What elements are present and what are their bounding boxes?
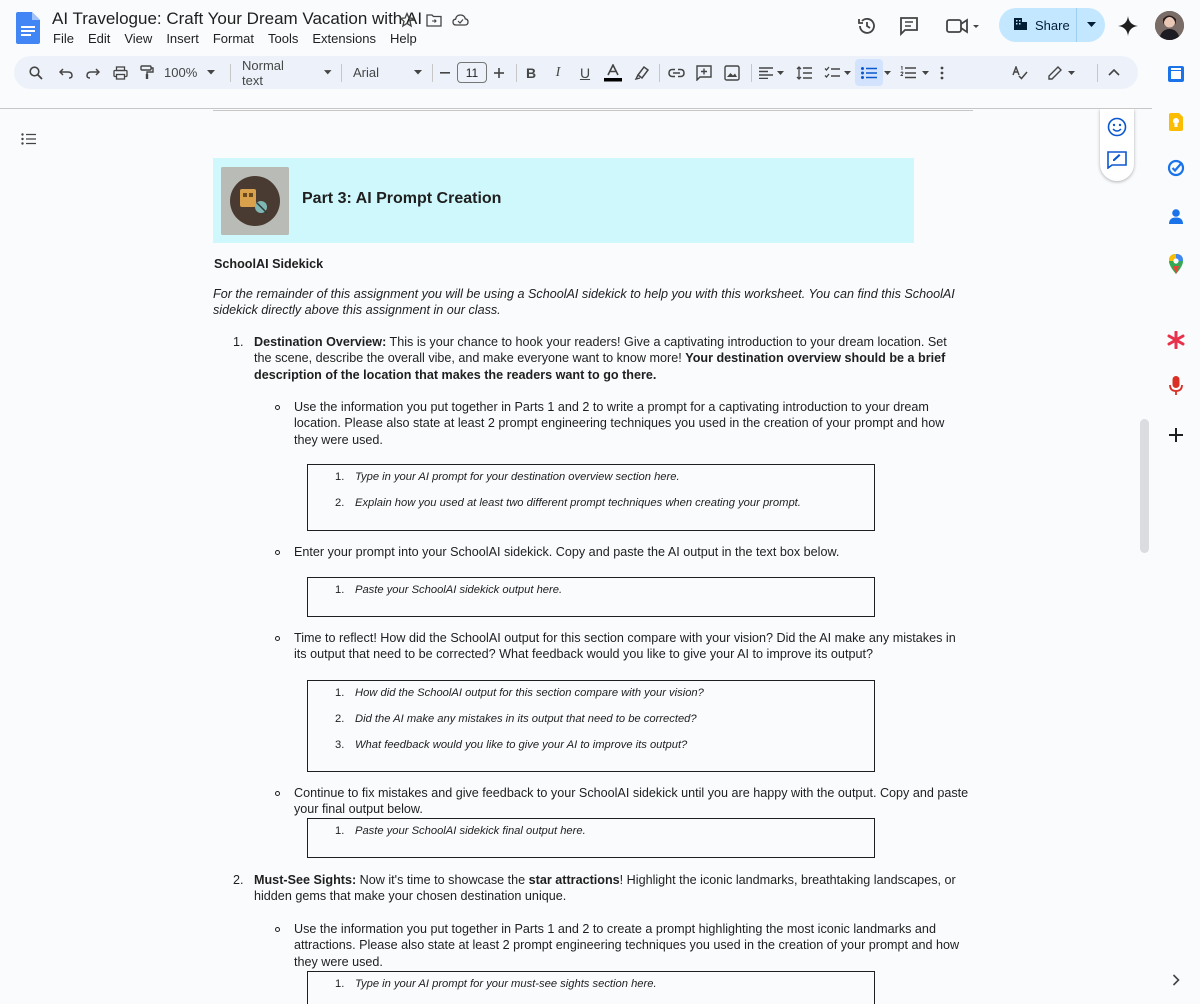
overview-instruction-1: Use the information you put together in Parts 1 and 2 to write a prompt for a captivating introduction to your dream location. Please also state at least 2 prompt engineering techniques you used in the creation of your prompt and how they were used. xyxy=(294,400,945,447)
get-addons-icon[interactable] xyxy=(1166,425,1186,445)
bulleted-list-icon[interactable] xyxy=(855,59,883,86)
redo-icon[interactable] xyxy=(81,56,105,89)
sheets-calendar-icon[interactable] xyxy=(1166,64,1186,84)
box-item: Explain how you used at least two different prompt techniques when creating your prompt. xyxy=(355,497,801,509)
right-indent-marker-icon[interactable] xyxy=(962,108,974,110)
meet-icon[interactable] xyxy=(945,14,981,38)
increase-font-size-icon[interactable] xyxy=(491,56,507,89)
document-outline-icon[interactable] xyxy=(21,132,39,148)
overview-instruction-2: Enter your prompt into your SchoolAI sidekick. Copy and paste the AI output in the text box below. xyxy=(294,545,840,559)
document-page[interactable] xyxy=(0,109,1152,1004)
decrease-font-size-icon[interactable] xyxy=(437,56,453,89)
must-see-sights-paragraph xyxy=(254,872,966,905)
side-panel xyxy=(1152,52,1200,1004)
box-item: What feedback would you like to give your AI to improve its output? xyxy=(355,739,688,751)
menu-edit[interactable]: Edit xyxy=(87,31,111,46)
spelling-check-icon[interactable] xyxy=(1008,56,1032,89)
ruler-edge xyxy=(213,108,973,111)
text-box-overview-reflection[interactable]: 1. How did the SchoolAI output for this section compare with your vision? 2. Did the AI make any mistakes in its output that need to be corrected? 3. What feedback would you like to give your AI to improve its output? xyxy=(307,680,875,772)
font-size-input[interactable]: 11 xyxy=(457,62,487,83)
star-icon[interactable] xyxy=(397,10,416,29)
font-value: Arial xyxy=(353,65,380,80)
overview-instruction-4: Continue to fix mistakes and give feedback to your SchoolAI sidekick until you are happy with the output. Copy and paste your final output below. xyxy=(294,786,969,817)
share-dropdown-icon[interactable] xyxy=(1077,8,1105,42)
menu-view[interactable]: View xyxy=(124,31,153,46)
paragraph-style-select[interactable] xyxy=(242,56,332,89)
must-see-sights-label: Must-See Sights: xyxy=(254,873,357,887)
destination-overview-label: Destination Overview: xyxy=(254,335,387,349)
must-see-text-b: ! Highlight the iconic landmarks, breathtaking landscapes, or hidden gems that make your chosen destination unique. xyxy=(254,873,956,904)
add-emoji-reaction-icon[interactable] xyxy=(1107,117,1127,142)
menu-bar xyxy=(46,30,424,47)
box-item: How did the SchoolAI output for this section compare with your vision? xyxy=(355,687,704,699)
share-building-icon xyxy=(1013,17,1028,34)
document-title[interactable]: AI Travelogue: Craft Your Dream Vacation with AI xyxy=(52,9,423,28)
sub-bullet xyxy=(275,405,280,410)
box-item: Type in your AI prompt for your must-see sights section here. xyxy=(355,978,657,990)
menu-extensions[interactable]: Extensions xyxy=(312,31,376,46)
formatting-toolbar xyxy=(14,56,1138,89)
text-color-icon[interactable] xyxy=(601,56,625,89)
addon-asterisk-icon[interactable] xyxy=(1166,330,1186,350)
expand-side-panel-icon[interactable] xyxy=(1166,970,1186,990)
maps-icon[interactable] xyxy=(1166,254,1186,274)
zoom-value: 100% xyxy=(164,65,198,80)
document-canvas[interactable] xyxy=(0,108,1152,1004)
box-item: Paste your SchoolAI sidekick final output here. xyxy=(355,825,586,837)
must-see-text-a: Now it's time to showcase the xyxy=(356,873,529,887)
avatar[interactable] xyxy=(1155,11,1184,40)
must-see-bold: star attractions xyxy=(528,873,620,887)
share-label: Share xyxy=(1035,17,1070,33)
docs-logo-icon[interactable] xyxy=(16,12,40,44)
text-box-overview-output[interactable]: 1. Paste your SchoolAI sidekick output here. xyxy=(307,577,875,617)
box-item: Paste your SchoolAI sidekick output here. xyxy=(355,584,563,596)
bulleted-list-dropdown-icon[interactable] xyxy=(882,56,892,89)
more-options-icon[interactable] xyxy=(934,56,950,89)
align-icon[interactable] xyxy=(756,56,786,89)
keep-icon[interactable] xyxy=(1166,112,1186,132)
gemini-icon[interactable] xyxy=(1116,14,1140,38)
comments-icon[interactable] xyxy=(897,14,921,38)
box-item: Type in your AI prompt for your destination overview section here. xyxy=(355,471,680,483)
paragraph-style-value: Normal text xyxy=(242,57,284,88)
search-menus-icon[interactable] xyxy=(24,56,48,89)
italic-icon[interactable]: I xyxy=(555,64,561,80)
intro-paragraph: For the remainder of this assignment you will be using a SchoolAI sidekick to help you with this worksheet. You can find this SchoolAI sidekick directly above this assignment in our class. xyxy=(213,287,955,318)
menu-format[interactable]: Format xyxy=(212,31,254,46)
text-box-sights-prompt[interactable]: 1. Type in your AI prompt for your must-see sights section here. xyxy=(307,971,875,1004)
insert-image-icon[interactable] xyxy=(720,56,744,89)
font-select[interactable] xyxy=(353,56,423,89)
share-button[interactable] xyxy=(999,8,1105,42)
sights-instruction-1: Use the information you put together in Parts 1 and 2 to create a prompt highlighting the most iconic landmarks and attractions. Please also state at least 2 prompt engineering techniques you used in the creation of your prompt and how they were used. xyxy=(294,922,960,969)
checklist-icon[interactable] xyxy=(820,56,854,89)
vertical-scrollbar[interactable] xyxy=(1140,419,1149,553)
sidekick-heading: SchoolAI Sidekick xyxy=(214,257,324,271)
text-box-overview-final-output[interactable]: 1. Paste your SchoolAI sidekick final output here. xyxy=(307,818,875,858)
menu-tools[interactable]: Tools xyxy=(268,31,299,46)
insert-link-icon[interactable] xyxy=(664,56,688,89)
insert-comment-icon[interactable] xyxy=(692,56,716,89)
print-icon[interactable] xyxy=(108,56,132,89)
ai-robot-image xyxy=(221,167,289,235)
destination-overview-paragraph xyxy=(254,334,966,383)
sub-bullet xyxy=(275,636,280,641)
part-banner xyxy=(213,158,914,243)
tasks-icon[interactable] xyxy=(1166,158,1186,178)
list-number-1: 1. xyxy=(233,335,244,349)
top-bar xyxy=(0,0,1200,52)
overview-instruction-3: Time to reflect! How did the SchoolAI output for this section compare with your vision? Did the AI make any mistakes in its output that need to be corrected? What feedback would you like to give your AI to improve its output? xyxy=(294,631,956,662)
line-spacing-icon[interactable] xyxy=(792,56,816,89)
version-history-icon[interactable] xyxy=(855,14,879,38)
indent-marker-icon[interactable] xyxy=(226,108,262,112)
undo-icon[interactable] xyxy=(54,56,78,89)
list-number-2: 2. xyxy=(233,873,244,887)
bold-icon[interactable]: B xyxy=(525,64,537,81)
part-title: Part 3: AI Prompt Creation xyxy=(302,190,502,207)
floating-actions xyxy=(1100,109,1134,181)
sub-bullet xyxy=(275,927,280,932)
menu-insert[interactable]: Insert xyxy=(166,31,199,46)
hide-menus-icon[interactable] xyxy=(1102,56,1126,89)
underline-icon[interactable]: U xyxy=(579,64,591,81)
menu-help[interactable]: Help xyxy=(389,31,417,46)
sub-bullet xyxy=(275,550,280,555)
editing-mode-icon[interactable] xyxy=(1044,56,1078,89)
numbered-list-icon[interactable] xyxy=(896,56,932,89)
box-item: Did the AI make any mistakes in its output that need to be corrected? xyxy=(355,713,697,725)
move-folder-icon[interactable] xyxy=(424,10,443,29)
menu-file[interactable]: File xyxy=(53,31,74,46)
destination-overview-requirement: Your destination overview should be a brief description of the location that makes the readers want to go there. xyxy=(254,351,946,382)
contacts-icon[interactable] xyxy=(1166,206,1186,226)
suggest-edits-icon[interactable] xyxy=(1107,151,1127,174)
paint-format-icon[interactable] xyxy=(135,56,159,89)
zoom-select[interactable] xyxy=(164,56,224,89)
text-box-overview-prompt[interactable]: 1. Type in your AI prompt for your destination overview section here. 2. Explain how you used at least two different prompt techniques when creating your prompt. xyxy=(307,464,875,531)
microphone-addon-icon[interactable] xyxy=(1166,376,1186,396)
sub-bullet xyxy=(275,791,280,796)
destination-overview-text: This is your chance to hook your readers! Give a captivating introduction to your dream location. Set the scene, describe the overall vibe, and make everyone want to know more! xyxy=(254,335,947,366)
cloud-status-icon[interactable] xyxy=(451,10,470,29)
highlight-color-icon[interactable] xyxy=(631,56,653,89)
